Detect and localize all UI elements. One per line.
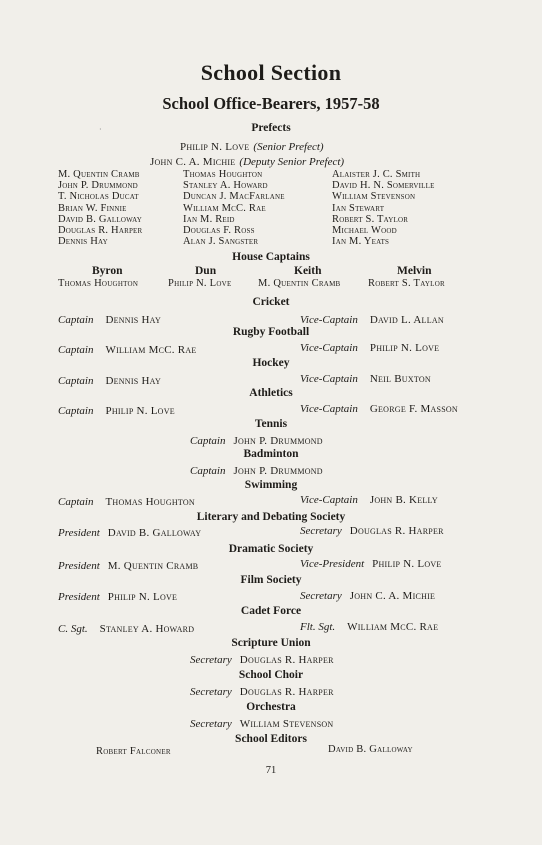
role-label: C. Sgt.: [58, 623, 88, 635]
cadet-colour-sergeant: [58, 619, 194, 637]
rugby-heading: Rugby Football: [232, 326, 310, 338]
prefect-name: Robert S. Taylor: [332, 213, 409, 225]
literary-president: [58, 523, 201, 541]
rugby-captain: [58, 340, 197, 358]
dramatic-vice-president: [300, 554, 442, 572]
role-holder: John P. Drummond: [233, 465, 323, 477]
dramatic-president: [58, 556, 198, 574]
role-label: Captain: [58, 344, 94, 356]
film-president: [58, 587, 177, 605]
role-label: Captain: [58, 496, 94, 508]
literary-debating-heading: Literary and Debating Society: [196, 511, 346, 523]
literary-secretary: [300, 521, 444, 539]
role-label: Vice-Captain: [300, 314, 358, 326]
prefect-name: William McC. Rae: [183, 202, 266, 214]
hockey-vice-captain: [300, 369, 431, 387]
house-name: Dun: [195, 265, 217, 277]
role-holder: John B. Kelly: [369, 494, 438, 506]
role-label: Secretary: [190, 686, 232, 698]
deputy-prefect-line: [150, 152, 344, 170]
house-captain-name: M. Quentin Cramb: [258, 278, 341, 289]
role-label: Secretary: [190, 718, 232, 730]
role-label: President: [58, 527, 100, 539]
prefects-column-2: [183, 169, 285, 247]
prefect-name: Alaister J. C. Smith: [332, 169, 421, 180]
prefect-name: Duncan J. MacFarlane: [183, 191, 285, 203]
role-label: Flt. Sgt.: [300, 621, 336, 633]
prefect-name: Brian W. Finnie: [58, 202, 127, 214]
swimming-vice-captain: [300, 490, 438, 508]
cricket-heading: Cricket: [252, 296, 290, 308]
orchestra-secretary: [190, 714, 333, 732]
office-bearers-title: School Office-Bearers, 1957-58: [162, 94, 380, 113]
house-captain-name: Thomas Houghton: [58, 278, 139, 289]
role-holder: George F. Masson: [369, 403, 458, 415]
school-editors-heading: School Editors: [235, 733, 307, 745]
prefect-name: Thomas Houghton: [183, 169, 263, 180]
role-label: Captain: [58, 375, 94, 387]
prefect-name: David B. Galloway: [58, 213, 142, 225]
prefect-name: Ian M. Reid: [183, 213, 235, 225]
swimming-captain: [58, 492, 195, 510]
role-holder: David B. Galloway: [107, 527, 202, 539]
role-holder: Philip N. Love: [107, 591, 178, 603]
prefect-name: David H. N. Somerville: [332, 180, 435, 192]
prefects-column-3: [332, 169, 435, 247]
dramatic-society-heading: Dramatic Society: [228, 543, 314, 555]
role-label: President: [58, 560, 100, 572]
role-label: Captain: [190, 465, 226, 477]
role-holder: William McC. Rae: [347, 621, 439, 633]
prefect-name: Ian Stewart: [332, 202, 385, 214]
role-label: Vice-Captain: [300, 494, 358, 506]
senior-prefect-name: Philip N. Love: [180, 141, 250, 153]
role-label: Captain: [190, 435, 226, 447]
role-holder: Philip N. Love: [105, 405, 175, 417]
film-secretary: [300, 586, 435, 604]
prefect-name: T. Nicholas Ducat: [58, 191, 139, 203]
prefect-name: Dennis Hay: [58, 236, 108, 248]
role-label: Captain: [58, 314, 94, 326]
badminton-captain: [190, 461, 323, 479]
athletics-vice-captain: [300, 399, 458, 417]
role-holder: Stanley A. Howard: [99, 623, 195, 635]
role-holder: Thomas Houghton: [105, 496, 195, 508]
house-name: Melvin: [397, 265, 432, 277]
prefect-name: Douglas F. Ross: [183, 225, 255, 237]
prefect-name: M. Quentin Cramb: [58, 169, 140, 180]
role-holder: John P. Drummond: [233, 435, 323, 447]
role-holder: William McC. Rae: [105, 344, 197, 356]
role-holder: M. Quentin Cramb: [107, 560, 199, 572]
prefect-name: John P. Drummond: [58, 180, 138, 192]
scripture-union-heading: Scripture Union: [231, 637, 311, 649]
deputy-prefect-name: John C. A. Michie: [150, 156, 236, 168]
role-holder: Philip N. Love: [372, 558, 442, 570]
swimming-heading: Swimming: [244, 479, 298, 491]
prefect-name: Alan J. Sangster: [183, 236, 259, 248]
role-label: Vice-Captain: [300, 373, 358, 385]
role-label: President: [58, 591, 100, 603]
badminton-heading: Badminton: [243, 448, 299, 460]
role-label: Captain: [58, 405, 94, 417]
prefect-name: Ian M. Yeats: [332, 236, 390, 248]
prefects-column-1: [58, 169, 142, 247]
school-editor-name: Robert Falconer: [96, 746, 171, 757]
stray-mark: ·: [99, 125, 102, 134]
tennis-captain: [190, 431, 323, 449]
role-holder: Dennis Hay: [105, 375, 161, 387]
film-society-heading: Film Society: [240, 574, 302, 586]
house-captain-name: Robert S. Taylor: [368, 278, 445, 289]
prefects-heading: Prefects: [251, 122, 291, 134]
role-label: Secretary: [300, 525, 342, 537]
prefect-name: Douglas R. Harper: [58, 225, 143, 237]
deputy-prefect-role: (Deputy Senior Prefect): [239, 156, 345, 168]
role-label: Vice-Captain: [300, 403, 358, 415]
choir-secretary: [190, 682, 334, 700]
scripture-secretary: [190, 650, 334, 668]
tennis-heading: Tennis: [254, 418, 288, 430]
section-title: School Section: [200, 60, 342, 85]
role-label: Secretary: [300, 590, 342, 602]
page-number: 71: [265, 765, 277, 776]
prefect-name: William Stevenson: [332, 191, 416, 203]
house-name: Byron: [92, 265, 123, 277]
cadet-force-heading: Cadet Force: [240, 605, 302, 617]
role-holder: Philip N. Love: [369, 342, 440, 354]
cadet-flight-sergeant: [300, 617, 438, 635]
role-holder: Douglas R. Harper: [349, 525, 444, 537]
role-label: Vice-President: [300, 558, 365, 570]
role-holder: John C. A. Michie: [349, 590, 436, 602]
school-choir-heading: School Choir: [238, 669, 304, 681]
hockey-heading: Hockey: [252, 357, 290, 369]
role-label: Secretary: [190, 654, 232, 666]
role-holder: William Stevenson: [239, 718, 334, 730]
house-captains-heading: House Captains: [232, 251, 310, 263]
orchestra-heading: Orchestra: [246, 701, 296, 713]
school-editor-name: David B. Galloway: [328, 744, 413, 755]
role-label: Vice-Captain: [300, 342, 358, 354]
athletics-heading: Athletics: [249, 387, 293, 399]
role-holder: Neil Buxton: [369, 373, 431, 385]
role-holder: Dennis Hay: [105, 314, 161, 326]
role-holder: Douglas R. Harper: [239, 654, 334, 666]
senior-prefect-role: (Senior Prefect): [253, 141, 324, 153]
athletics-captain: [58, 401, 175, 419]
role-holder: David L. Allan: [369, 314, 444, 326]
house-name: Keith: [294, 265, 322, 277]
rugby-vice-captain: [300, 338, 439, 356]
prefect-name: Stanley A. Howard: [183, 180, 268, 192]
role-holder: Douglas R. Harper: [239, 686, 334, 698]
house-captain-name: Philip N. Love: [168, 278, 232, 289]
prefect-name: Michael Wood: [332, 225, 397, 237]
